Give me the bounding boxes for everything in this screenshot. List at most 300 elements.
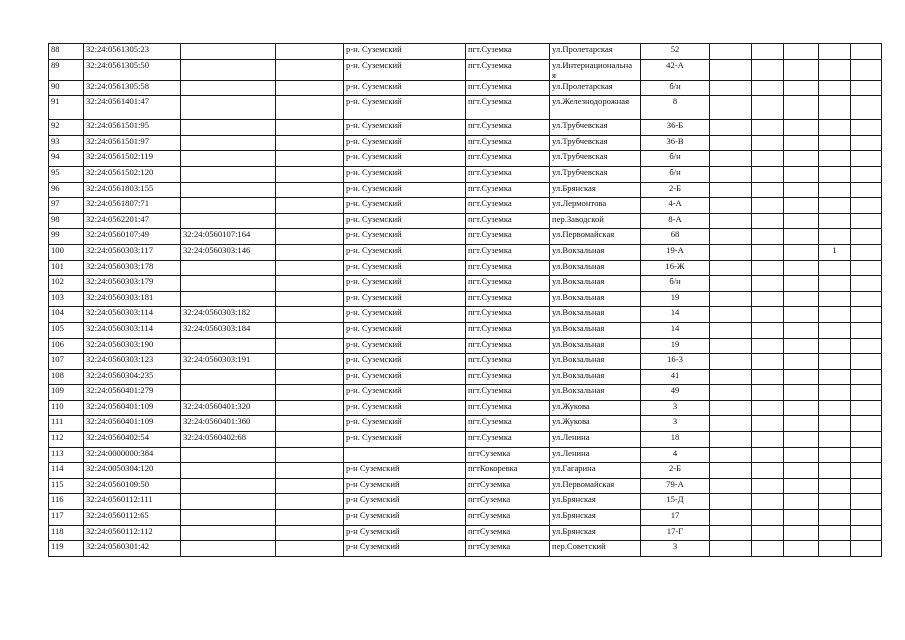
empty-cell: [752, 354, 784, 370]
cadastral-number-cell: 32:24:0560401:109: [84, 400, 181, 416]
empty-cell: [851, 229, 882, 245]
settlement-cell: пгт.Суземка: [466, 44, 550, 60]
flag-cell: [819, 447, 851, 463]
street-cell: пер.Заводской: [550, 213, 641, 229]
empty-cell: [784, 260, 819, 276]
empty-cell: [851, 322, 882, 338]
empty-cell: [752, 59, 784, 80]
empty-cell: [752, 541, 784, 557]
street-cell: ул.Вокзальная: [550, 354, 641, 370]
linked-cadastral-number-cell: [181, 494, 276, 510]
cadastral-number-cell: 32:24:0560107:49: [84, 229, 181, 245]
cadastral-number-cell: 32:24:0561305:58: [84, 80, 181, 96]
empty-cell: [276, 525, 344, 541]
settlement-cell: пгт.Суземка: [466, 96, 550, 120]
empty-cell: [752, 260, 784, 276]
flag-cell: [819, 354, 851, 370]
table-row: [49, 447, 882, 463]
flag-cell: [819, 322, 851, 338]
empty-cell: [752, 432, 784, 448]
empty-cell: [276, 416, 344, 432]
street-cell: ул.Трубчевская: [550, 166, 641, 182]
linked-cadastral-number-cell: [181, 447, 276, 463]
empty-cell: [784, 354, 819, 370]
table-row: [49, 322, 882, 338]
settlement-cell: пгт.Суземка: [466, 120, 550, 136]
linked-cadastral-number-cell: [181, 120, 276, 136]
cadastral-number-cell: 32:24:0561502:120: [84, 166, 181, 182]
empty-cell: [710, 369, 752, 385]
house-number-cell: 2-Б: [641, 182, 710, 198]
table-row: [49, 416, 882, 432]
empty-cell: [752, 96, 784, 120]
empty-cell: [752, 182, 784, 198]
table-row: [49, 198, 882, 214]
empty-cell: [851, 244, 882, 260]
empty-cell: [276, 385, 344, 401]
empty-cell: [710, 447, 752, 463]
empty-cell: [752, 307, 784, 323]
cadastral-number-cell: 32:24:0560303:178: [84, 260, 181, 276]
empty-cell: [851, 416, 882, 432]
house-number-cell: 17: [641, 510, 710, 526]
table-row: [49, 80, 882, 96]
row-number-cell: 116: [49, 494, 84, 510]
row-number-cell: 104: [49, 307, 84, 323]
empty-cell: [752, 151, 784, 167]
cadastral-number-cell: 32:24:0560112:111: [84, 494, 181, 510]
empty-cell: [276, 447, 344, 463]
empty-cell: [851, 447, 882, 463]
empty-cell: [276, 276, 344, 292]
district-cell: р-н. Суземский: [344, 322, 466, 338]
cadastral-number-cell: 32:24:0562201:47: [84, 213, 181, 229]
empty-cell: [752, 322, 784, 338]
settlement-cell: пгт.Суземка: [466, 229, 550, 245]
empty-cell: [710, 244, 752, 260]
cadastral-number-cell: 32:24:0561502:119: [84, 151, 181, 167]
settlement-cell: пгт.Суземка: [466, 260, 550, 276]
cadastral-number-cell: 32:24:0560303:117: [84, 244, 181, 260]
settlement-cell: пгт.Суземка: [466, 182, 550, 198]
district-cell: р-н. Суземский: [344, 135, 466, 151]
linked-cadastral-number-cell: [181, 369, 276, 385]
flag-cell: [819, 166, 851, 182]
district-cell: [344, 447, 466, 463]
district-cell: р-н. Суземский: [344, 416, 466, 432]
empty-cell: [784, 400, 819, 416]
row-number-cell: 95: [49, 166, 84, 182]
row-number-cell: 110: [49, 400, 84, 416]
linked-cadastral-number-cell: [181, 338, 276, 354]
empty-cell: [752, 213, 784, 229]
street-cell: ул.Первомайская: [550, 229, 641, 245]
empty-cell: [851, 338, 882, 354]
empty-cell: [752, 80, 784, 96]
empty-cell: [784, 478, 819, 494]
house-number-cell: 8: [641, 96, 710, 120]
street-cell: ул.Вокзальная: [550, 385, 641, 401]
street-cell: ул.Вокзальная: [550, 291, 641, 307]
house-number-cell: 16-Ж: [641, 260, 710, 276]
settlement-cell: пгтСуземка: [466, 478, 550, 494]
district-cell: р-н. Суземский: [344, 260, 466, 276]
row-number-cell: 117: [49, 510, 84, 526]
row-number-cell: 91: [49, 96, 84, 120]
empty-cell: [276, 182, 344, 198]
flag-cell: [819, 59, 851, 80]
row-number-cell: 99: [49, 229, 84, 245]
flag-cell: [819, 494, 851, 510]
house-number-cell: 19: [641, 291, 710, 307]
flag-cell: [819, 44, 851, 60]
empty-cell: [276, 510, 344, 526]
street-cell: ул.Ленина: [550, 432, 641, 448]
empty-cell: [710, 59, 752, 80]
empty-cell: [784, 166, 819, 182]
empty-cell: [851, 510, 882, 526]
empty-cell: [276, 307, 344, 323]
district-cell: р-н. Суземский: [344, 182, 466, 198]
empty-cell: [752, 198, 784, 214]
settlement-cell: пгт.Суземка: [466, 354, 550, 370]
empty-cell: [752, 463, 784, 479]
table-row: [49, 260, 882, 276]
empty-cell: [851, 307, 882, 323]
empty-cell: [784, 135, 819, 151]
settlement-cell: пгт.Суземка: [466, 80, 550, 96]
empty-cell: [851, 182, 882, 198]
empty-cell: [710, 494, 752, 510]
empty-cell: [276, 432, 344, 448]
flag-cell: [819, 307, 851, 323]
table-row: [49, 229, 882, 245]
table-row: [49, 276, 882, 292]
cadastral-number-cell: 32:24:0561305:50: [84, 59, 181, 80]
empty-cell: [784, 525, 819, 541]
empty-cell: [276, 291, 344, 307]
empty-cell: [851, 385, 882, 401]
flag-cell: [819, 525, 851, 541]
flag-cell: 1: [819, 244, 851, 260]
empty-cell: [784, 59, 819, 80]
empty-cell: [710, 229, 752, 245]
empty-cell: [784, 494, 819, 510]
cadastral-number-cell: 32:24:0560304:235: [84, 369, 181, 385]
empty-cell: [851, 96, 882, 120]
house-number-cell: 19: [641, 338, 710, 354]
empty-cell: [784, 338, 819, 354]
linked-cadastral-number-cell: [181, 541, 276, 557]
district-cell: р-н. Суземский: [344, 44, 466, 60]
empty-cell: [752, 244, 784, 260]
empty-cell: [276, 338, 344, 354]
empty-cell: [752, 291, 784, 307]
settlement-cell: пгтСуземка: [466, 525, 550, 541]
house-number-cell: 68: [641, 229, 710, 245]
empty-cell: [710, 80, 752, 96]
settlement-cell: пгт.Суземка: [466, 369, 550, 385]
empty-cell: [784, 151, 819, 167]
row-number-cell: 92: [49, 120, 84, 136]
district-cell: р-н. Суземский: [344, 432, 466, 448]
cadastral-number-cell: 32:24:0560112:112: [84, 525, 181, 541]
flag-cell: [819, 291, 851, 307]
linked-cadastral-number-cell: [181, 463, 276, 479]
flag-cell: [819, 338, 851, 354]
empty-cell: [784, 182, 819, 198]
district-cell: р-н. Суземский: [344, 307, 466, 323]
flag-cell: [819, 416, 851, 432]
table-row: [49, 135, 882, 151]
street-cell: ул.Интернациональна я: [550, 59, 641, 80]
linked-cadastral-number-cell: [181, 213, 276, 229]
empty-cell: [752, 494, 784, 510]
empty-cell: [710, 432, 752, 448]
linked-cadastral-number-cell: [181, 510, 276, 526]
empty-cell: [752, 44, 784, 60]
settlement-cell: пгтСуземка: [466, 510, 550, 526]
cadastral-number-cell: 32:24:0561401:47: [84, 96, 181, 120]
row-number-cell: 101: [49, 260, 84, 276]
district-cell: р-н. Суземский: [344, 338, 466, 354]
row-number-cell: 115: [49, 478, 84, 494]
empty-cell: [851, 463, 882, 479]
empty-cell: [784, 463, 819, 479]
empty-cell: [710, 400, 752, 416]
street-cell: ул.Пролетарская: [550, 80, 641, 96]
empty-cell: [752, 400, 784, 416]
empty-cell: [851, 525, 882, 541]
street-cell: ул.Жукова: [550, 416, 641, 432]
house-number-cell: 52: [641, 44, 710, 60]
empty-cell: [784, 96, 819, 120]
cadastral-number-cell: 32:24:0560303:123: [84, 354, 181, 370]
table-row: [49, 120, 882, 136]
house-number-cell: 8-А: [641, 213, 710, 229]
house-number-cell: 3: [641, 400, 710, 416]
district-cell: р-н. Суземский: [344, 59, 466, 80]
empty-cell: [276, 322, 344, 338]
linked-cadastral-number-cell: [181, 182, 276, 198]
empty-cell: [784, 244, 819, 260]
empty-cell: [851, 135, 882, 151]
empty-cell: [752, 416, 784, 432]
district-cell: р-н. Суземский: [344, 166, 466, 182]
empty-cell: [276, 369, 344, 385]
empty-cell: [276, 96, 344, 120]
empty-cell: [710, 510, 752, 526]
empty-cell: [752, 525, 784, 541]
empty-cell: [784, 322, 819, 338]
empty-cell: [710, 135, 752, 151]
settlement-cell: пгт.Суземка: [466, 244, 550, 260]
house-number-cell: 4-А: [641, 198, 710, 214]
row-number-cell: 108: [49, 369, 84, 385]
cadastral-number-cell: 32:24:0560402:54: [84, 432, 181, 448]
linked-cadastral-number-cell: [181, 276, 276, 292]
flag-cell: [819, 260, 851, 276]
house-number-cell: б/н: [641, 80, 710, 96]
table-row: [49, 510, 882, 526]
empty-cell: [276, 354, 344, 370]
empty-cell: [710, 385, 752, 401]
street-cell: ул.Вокзальная: [550, 307, 641, 323]
linked-cadastral-number-cell: [181, 80, 276, 96]
house-number-cell: 15-Д: [641, 494, 710, 510]
empty-cell: [752, 478, 784, 494]
row-number-cell: 96: [49, 182, 84, 198]
empty-cell: [752, 447, 784, 463]
cadastral-number-cell: 32:24:0560401:279: [84, 385, 181, 401]
empty-cell: [710, 354, 752, 370]
cadastral-number-cell: 32:24:0561305:23: [84, 44, 181, 60]
street-cell: ул.Брянская: [550, 510, 641, 526]
empty-cell: [276, 44, 344, 60]
house-number-cell: 3: [641, 541, 710, 557]
empty-cell: [276, 151, 344, 167]
flag-cell: [819, 541, 851, 557]
linked-cadastral-number-cell: [181, 135, 276, 151]
empty-cell: [710, 322, 752, 338]
empty-cell: [784, 385, 819, 401]
district-cell: р-н. Суземский: [344, 120, 466, 136]
empty-cell: [276, 494, 344, 510]
empty-cell: [276, 120, 344, 136]
table-row: [49, 213, 882, 229]
cadastral-number-cell: 32:24:0561501:97: [84, 135, 181, 151]
settlement-cell: пгтСуземка: [466, 494, 550, 510]
row-number-cell: 111: [49, 416, 84, 432]
row-number-cell: 112: [49, 432, 84, 448]
linked-cadastral-number-cell: [181, 59, 276, 80]
empty-cell: [784, 447, 819, 463]
settlement-cell: пгт.Суземка: [466, 291, 550, 307]
house-number-cell: б/н: [641, 276, 710, 292]
cadastral-number-cell: 32:24:0560301:42: [84, 541, 181, 557]
house-number-cell: 2-Б: [641, 463, 710, 479]
empty-cell: [276, 400, 344, 416]
empty-cell: [851, 432, 882, 448]
street-cell: ул.Трубчевская: [550, 151, 641, 167]
street-cell: ул.Пролетарская: [550, 44, 641, 60]
district-cell: р-н. Суземский: [344, 276, 466, 292]
linked-cadastral-number-cell: 32:24:0560303:146: [181, 244, 276, 260]
empty-cell: [710, 260, 752, 276]
linked-cadastral-number-cell: 32:24:0560303:184: [181, 322, 276, 338]
table-row: [49, 400, 882, 416]
empty-cell: [784, 510, 819, 526]
cadastral-number-cell: 32:24:0560109:50: [84, 478, 181, 494]
cadastral-number-cell: 32:24:0561803:155: [84, 182, 181, 198]
table-row: [49, 463, 882, 479]
empty-cell: [784, 44, 819, 60]
table-row: [49, 432, 882, 448]
linked-cadastral-number-cell: [181, 525, 276, 541]
table-row: [49, 182, 882, 198]
cadastral-number-cell: 32:24:0560401:109: [84, 416, 181, 432]
flag-cell: [819, 385, 851, 401]
linked-cadastral-number-cell: [181, 478, 276, 494]
empty-cell: [710, 182, 752, 198]
empty-cell: [784, 276, 819, 292]
empty-cell: [851, 494, 882, 510]
settlement-cell: пгтСуземка: [466, 541, 550, 557]
linked-cadastral-number-cell: 32:24:0560303:191: [181, 354, 276, 370]
row-number-cell: 103: [49, 291, 84, 307]
empty-cell: [710, 276, 752, 292]
district-cell: р-н. Суземский: [344, 198, 466, 214]
empty-cell: [710, 96, 752, 120]
district-cell: р-н Суземский: [344, 541, 466, 557]
house-number-cell: 49: [641, 385, 710, 401]
district-cell: р-н Суземский: [344, 510, 466, 526]
linked-cadastral-number-cell: [181, 260, 276, 276]
linked-cadastral-number-cell: [181, 96, 276, 120]
cadastral-number-cell: 32:24:0560112:65: [84, 510, 181, 526]
house-number-cell: 16-3: [641, 354, 710, 370]
flag-cell: [819, 151, 851, 167]
empty-cell: [276, 213, 344, 229]
row-number-cell: 100: [49, 244, 84, 260]
flag-cell: [819, 135, 851, 151]
empty-cell: [851, 400, 882, 416]
street-cell: ул.Брянская: [550, 525, 641, 541]
row-number-cell: 118: [49, 525, 84, 541]
district-cell: р-н. Суземский: [344, 96, 466, 120]
district-cell: р-н. Суземский: [344, 229, 466, 245]
settlement-cell: пгт.Суземка: [466, 59, 550, 80]
row-number-cell: 105: [49, 322, 84, 338]
street-cell: ул.Вокзальная: [550, 260, 641, 276]
linked-cadastral-number-cell: 32:24:0560107:164: [181, 229, 276, 245]
settlement-cell: пгт.Суземка: [466, 416, 550, 432]
row-number-cell: 88: [49, 44, 84, 60]
row-number-cell: 94: [49, 151, 84, 167]
settlement-cell: пгтСуземка: [466, 447, 550, 463]
empty-cell: [851, 354, 882, 370]
empty-cell: [276, 166, 344, 182]
street-cell: ул.Вокзальная: [550, 338, 641, 354]
row-number-cell: 114: [49, 463, 84, 479]
district-cell: р-н. Суземский: [344, 151, 466, 167]
flag-cell: [819, 80, 851, 96]
settlement-cell: пгт.Суземка: [466, 135, 550, 151]
cadastral-number-cell: 32:24:0560303:114: [84, 307, 181, 323]
settlement-cell: пгт.Суземка: [466, 198, 550, 214]
row-number-cell: 89: [49, 59, 84, 80]
table-row: [49, 59, 882, 80]
empty-cell: [710, 525, 752, 541]
linked-cadastral-number-cell: [181, 385, 276, 401]
table-row: [49, 291, 882, 307]
house-number-cell: 18: [641, 432, 710, 448]
empty-cell: [710, 44, 752, 60]
empty-cell: [710, 213, 752, 229]
flag-cell: [819, 432, 851, 448]
cadastral-number-cell: 32:24:0000000:384: [84, 447, 181, 463]
table-body: [49, 44, 882, 557]
flag-cell: [819, 369, 851, 385]
settlement-cell: пгт.Суземка: [466, 166, 550, 182]
linked-cadastral-number-cell: 32:24:0560402:68: [181, 432, 276, 448]
linked-cadastral-number-cell: [181, 44, 276, 60]
row-number-cell: 119: [49, 541, 84, 557]
flag-cell: [819, 510, 851, 526]
empty-cell: [752, 229, 784, 245]
table-row: [49, 354, 882, 370]
street-cell: ул.Вокзальная: [550, 276, 641, 292]
